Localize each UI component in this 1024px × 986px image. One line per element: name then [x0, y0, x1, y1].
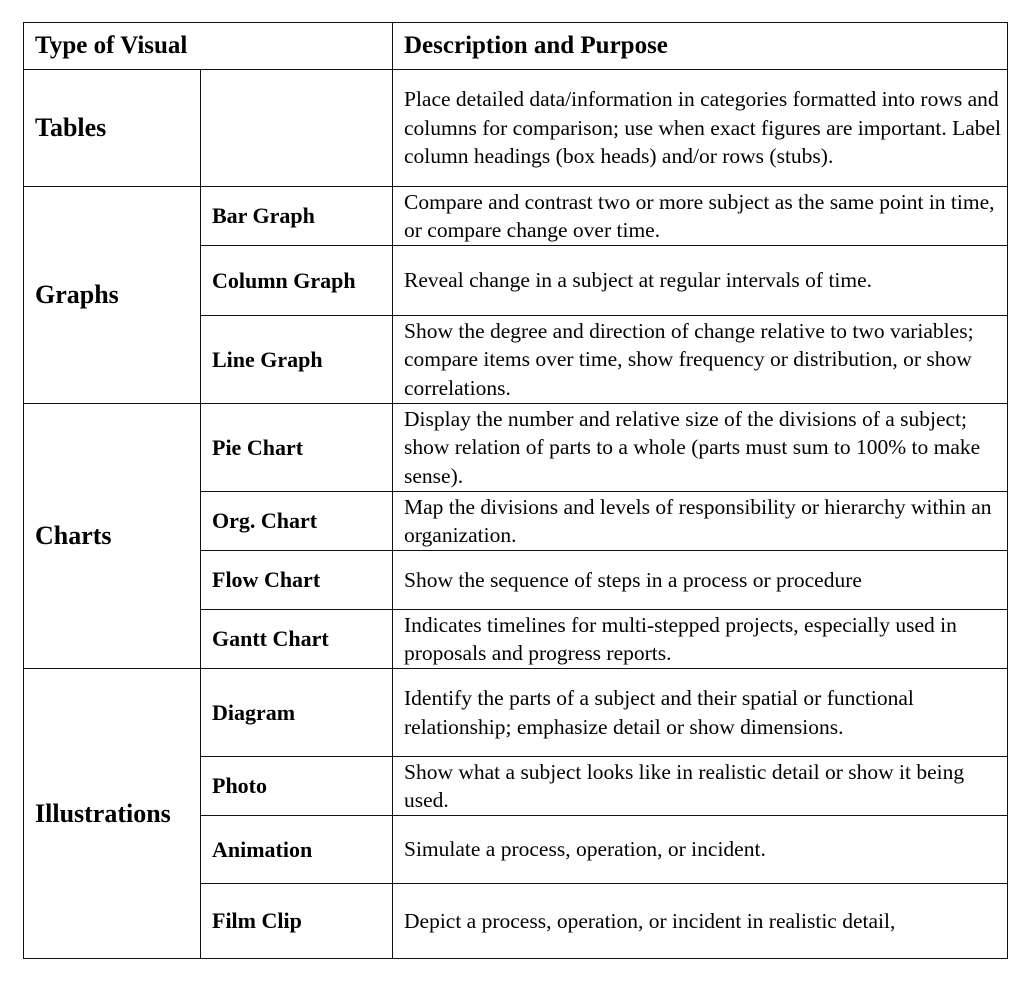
table-row	[24, 669, 1008, 757]
group-label-illustrations: Illustrations	[24, 669, 201, 959]
description-bar-graph: Compare and contrast two or more subject as the same point in time, or compare change over time.	[393, 187, 1008, 246]
subtype-flow-chart: Flow Chart	[201, 551, 393, 610]
description-diagram: Identify the parts of a subject and their spatial or functional relationship; emphasize detail or show dimensions.	[393, 669, 1008, 757]
subtype-diagram: Diagram	[201, 669, 393, 757]
group-label-graphs: Graphs	[24, 187, 201, 404]
table-row	[24, 187, 1008, 246]
description-line-graph: Show the degree and direction of change relative to two variables; compare items over time, show frequency or distribution, or show correlations.	[393, 316, 1008, 404]
subtype-line-graph: Line Graph	[201, 316, 393, 404]
subtype-empty	[201, 70, 393, 187]
description-flow-chart: Show the sequence of steps in a process or procedure	[393, 551, 1008, 610]
description-tables: Place detailed data/information in categories formatted into rows and columns for comparison; use when exact figures are important. Label column headings (box heads) and/or rows (stubs).	[393, 70, 1008, 187]
header-description: Description and Purpose	[393, 23, 1008, 70]
subtype-column-graph: Column Graph	[201, 246, 393, 316]
description-animation: Simulate a process, operation, or incident.	[393, 816, 1008, 884]
header-type-of-visual: Type of Visual	[24, 23, 393, 70]
description-column-graph: Reveal change in a subject at regular intervals of time.	[393, 246, 1008, 316]
subtype-photo: Photo	[201, 757, 393, 816]
subtype-film-clip: Film Clip	[201, 884, 393, 959]
group-label-charts: Charts	[24, 404, 201, 669]
description-gantt-chart: Indicates timelines for multi-stepped projects, especially used in proposals and progress reports.	[393, 610, 1008, 669]
subtype-org-chart: Org. Chart	[201, 492, 393, 551]
subtype-gantt-chart: Gantt Chart	[201, 610, 393, 669]
description-film-clip: Depict a process, operation, or incident in realistic detail,	[393, 884, 1008, 959]
description-org-chart: Map the divisions and levels of responsibility or hierarchy within an organization.	[393, 492, 1008, 551]
subtype-animation: Animation	[201, 816, 393, 884]
group-label-tables: Tables	[24, 70, 201, 187]
subtype-pie-chart: Pie Chart	[201, 404, 393, 492]
visuals-table	[23, 22, 1008, 959]
table-row	[24, 70, 1008, 187]
description-photo: Show what a subject looks like in realistic detail or show it being used.	[393, 757, 1008, 816]
header-row	[24, 23, 1008, 70]
table-row	[24, 404, 1008, 492]
description-pie-chart: Display the number and relative size of the divisions of a subject; show relation of parts to a whole (parts must sum to 100% to make sense).	[393, 404, 1008, 492]
subtype-bar-graph: Bar Graph	[201, 187, 393, 246]
